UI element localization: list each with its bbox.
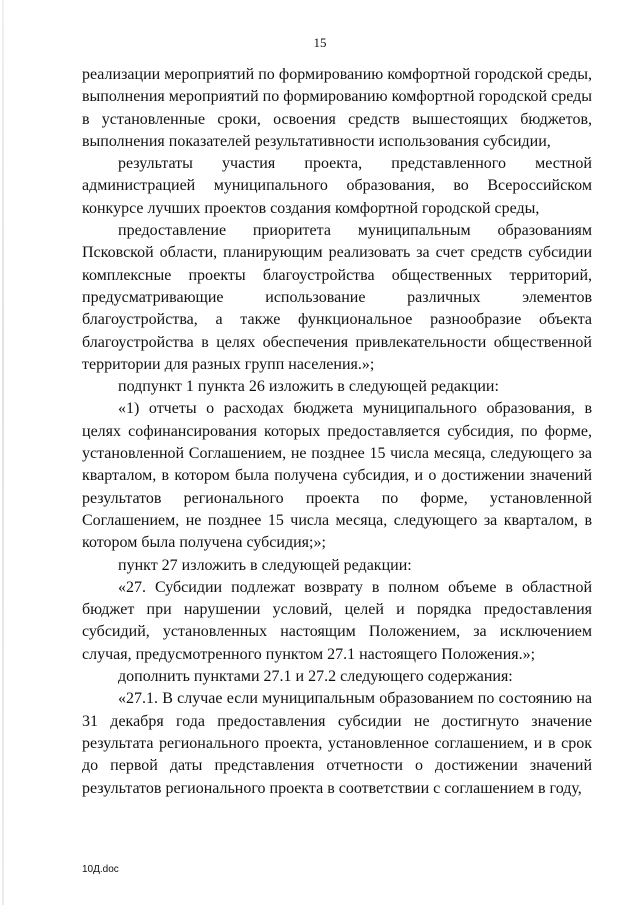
scan-edge xyxy=(2,0,4,905)
paragraph-point-27-intro: пункт 27 изложить в следующей редакции: xyxy=(118,556,412,574)
paragraph-subpoint-26: подпункт 1 пункта 26 изложить в следующей редакции: xyxy=(118,378,499,396)
paragraph-reports: «1) отчеты о расходах бюджета муниципального образования, в целях софинансирования которых предоставляется субсидия, по форме, установленной Соглашением, не позднее 15 числа месяца, следующего за кварталом, в котором была получена субсидия, и о достижении значений результатов регионального проекта по форме, установленной Соглашением, не позднее 15 числа месяца, следующего за кварталом, в котором была получена субсидия;»; xyxy=(82,400,592,552)
page-number: 15 xyxy=(313,35,327,50)
paragraph-contest-results: результаты участия проекта, представленного местной администрацией муниципального образования, во Всероссийском конкурсе лучших проектов создания комфортной городской среды, xyxy=(82,155,592,217)
paragraph-continuation: реализации мероприятий по формированию комфортной городской среды, выполнения мероприятий по формированию комфортной городской среды в установленные сроки, освоения средств вышестоящих бюджетов, выполнения показателей результативности использования субсидии, xyxy=(82,66,592,150)
paragraph-priority: предоставление приоритета муниципальным образованиям Псковской области, планирующим реализовать за счет средств субсидии комплексные проекты благоустройства общественных территорий, предусматривающие использование различных элементов благоустройства, а также функциональное разнообразие объекта благоустройства в целях обеспечения привлекательности общественной территории для разных групп населения.»; xyxy=(82,222,592,373)
paragraph-point-27: «27. Субсидии подлежат возврату в полном объеме в областной бюджет при нарушении условий, целей и порядка предоставления субсидий, установленных настоящим Положением, за исключением случая, предусмотренного пунктом 27.1 настоящего Положения.»; xyxy=(82,578,592,663)
footer-filename: 10Д.doc xyxy=(82,864,119,875)
document-body xyxy=(82,64,592,800)
paragraph-point-27-1: «27.1. В случае если муниципальным образованием по состоянию на 31 декабря года предоставления субсидии не достигнуто значение результата регионального проекта, установленное соглашением, и в срок до первой даты представления отчетности о достижении значений результатов регионального проекта в соответствии с соглашением в году, xyxy=(82,690,592,797)
paragraph-supplement-intro: дополнить пунктами 27.1 и 27.2 следующего содержания: xyxy=(118,668,513,686)
